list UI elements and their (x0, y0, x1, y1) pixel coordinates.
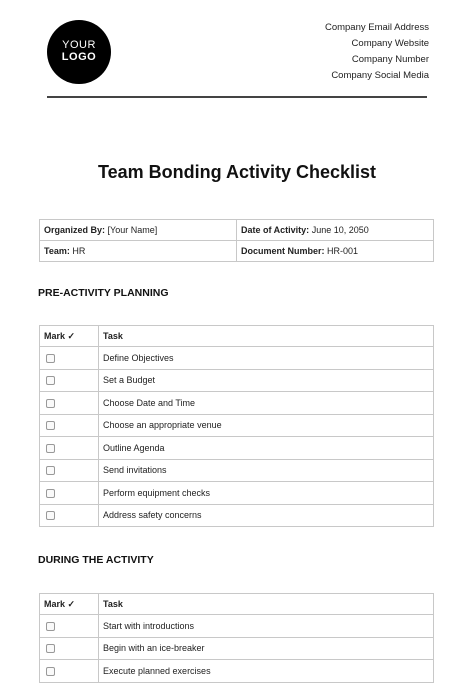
mark-cell (40, 347, 99, 370)
organized-by-cell (40, 220, 237, 241)
mark-cell (40, 504, 99, 527)
mark-cell (40, 414, 99, 437)
task-label: Begin with an ice-breaker (99, 637, 434, 660)
table-row (40, 369, 434, 392)
team-label: Team: (44, 246, 70, 256)
task-checkbox[interactable] (46, 644, 55, 653)
task-checkbox[interactable] (46, 376, 55, 385)
task-checkbox[interactable] (46, 354, 55, 363)
mark-cell (40, 392, 99, 415)
task-checkbox[interactable] (46, 511, 55, 520)
document-number-value: HR-001 (324, 246, 359, 256)
table-row (40, 459, 434, 482)
info-table (39, 219, 434, 262)
mark-cell (40, 459, 99, 482)
table-row (40, 482, 434, 505)
pre-activity-table (39, 325, 434, 527)
task-label: Choose an appropriate venue (99, 414, 434, 437)
company-number: Company Number (351, 54, 429, 65)
section-heading-during-activity: DURING THE ACTIVITY (38, 554, 154, 566)
task-checkbox[interactable] (46, 489, 55, 498)
task-checkbox[interactable] (46, 421, 55, 430)
task-checkbox[interactable] (46, 667, 55, 676)
header-divider (47, 96, 427, 98)
task-column-header: Task (99, 594, 434, 615)
company-info (325, 20, 429, 84)
table-row (40, 414, 434, 437)
date-cell (237, 220, 434, 241)
task-column-header: Task (99, 326, 434, 347)
section-heading-pre-activity: PRE-ACTIVITY PLANNING (38, 287, 169, 299)
team-cell (40, 241, 237, 262)
organized-by-label: Organized By: (44, 225, 106, 235)
logo-text-line2: LOGO (61, 51, 97, 63)
mark-cell (40, 437, 99, 460)
company-logo (47, 20, 111, 84)
mark-cell (40, 637, 99, 660)
organized-by-value: [Your Name] (105, 225, 158, 235)
task-label: Choose Date and Time (99, 392, 434, 415)
date-label: Date of Activity: (241, 225, 310, 235)
task-label: Send invitations (99, 459, 434, 482)
mark-column-header: Mark ✓ (40, 594, 99, 615)
table-row (40, 392, 434, 415)
company-social: Company Social Media (331, 70, 429, 81)
mark-cell (40, 369, 99, 392)
company-email: Company Email Address (324, 22, 429, 33)
task-checkbox[interactable] (46, 466, 55, 475)
task-label: Define Objectives (99, 347, 434, 370)
table-row (40, 504, 434, 527)
table-row (40, 615, 434, 638)
task-label: Start with introductions (99, 615, 434, 638)
mark-cell (40, 615, 99, 638)
date-value: June 10, 2050 (309, 225, 369, 235)
company-website: Company Website (351, 38, 429, 49)
task-label: Address safety concerns (99, 504, 434, 527)
task-label: Set a Budget (99, 369, 434, 392)
team-value: HR (69, 246, 86, 256)
document-number-cell (237, 241, 434, 262)
mark-cell (40, 482, 99, 505)
task-label: Perform equipment checks (99, 482, 434, 505)
task-checkbox[interactable] (46, 399, 55, 408)
logo-text-line1: YOUR (62, 39, 96, 52)
task-checkbox[interactable] (46, 622, 55, 631)
task-checkbox[interactable] (46, 444, 55, 453)
table-row (40, 347, 434, 370)
task-label: Outline Agenda (99, 437, 434, 460)
during-activity-table (39, 593, 434, 683)
table-row (40, 437, 434, 460)
task-label: Execute planned exercises (99, 660, 434, 683)
page-title: Team Bonding Activity Checklist (97, 162, 377, 182)
table-row (40, 637, 434, 660)
mark-column-header: Mark ✓ (40, 326, 99, 347)
document-number-label: Document Number: (241, 246, 325, 256)
